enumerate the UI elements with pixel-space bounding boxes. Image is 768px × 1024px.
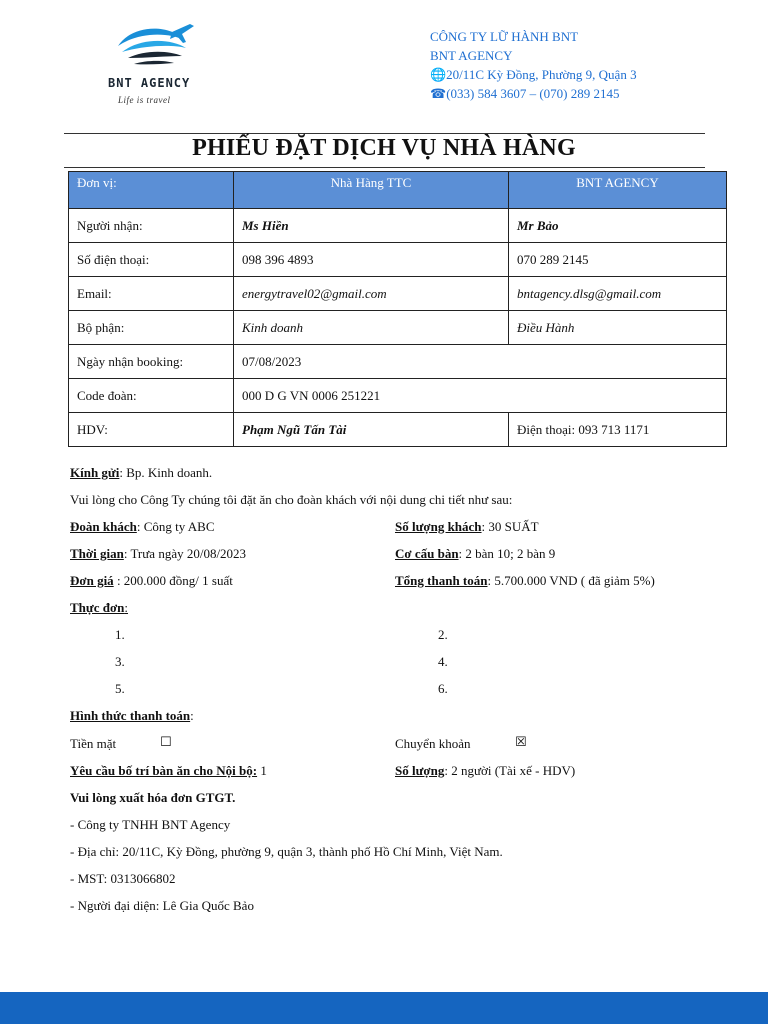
table-row: [69, 345, 727, 379]
thuc-don-colon: :: [124, 600, 129, 615]
booking-date: 07/08/2023: [234, 345, 727, 379]
menu-item-number: 5.: [115, 681, 125, 696]
table-row: [69, 379, 727, 413]
table-header-row: [69, 172, 727, 209]
title-divider-top: [64, 133, 705, 134]
guide-name: Phạm Ngũ Tấn Tài: [234, 413, 509, 447]
company-phone: ☎(033) 584 3607 – (070) 289 2145: [430, 86, 620, 101]
row-label: Code đoàn:: [69, 379, 234, 413]
invoice-line: - Công ty TNHH BNT Agency: [70, 817, 231, 832]
so-luong-khach-value: : 30 SUẤT: [481, 519, 539, 534]
tong-thanh-toan-label: Tổng thanh toán: [395, 573, 488, 588]
company-name: CÔNG TY LỮ HÀNH BNT: [430, 29, 579, 44]
page-title: PHIẾU ĐẶT DỊCH VỤ NHÀ HÀNG: [192, 135, 576, 161]
kinh-gui-value: : Bp. Kinh doanh.: [119, 465, 213, 480]
table-row: [69, 277, 727, 311]
intro-text: Vui lòng cho Công Ty chúng tôi đặt ăn cho đoàn khách với nội dung chi tiết như sau:: [70, 492, 513, 507]
total-payment-line: [395, 573, 655, 589]
table-row: [69, 311, 727, 345]
booking-info-table: [68, 171, 727, 447]
menu-heading: [70, 600, 128, 616]
agency-phone: 070 289 2145: [509, 243, 727, 277]
logo-slogan: Life is travel: [118, 95, 171, 105]
don-gia-value: : 200.000 đồng/ 1 suất: [113, 573, 233, 588]
don-gia-label: Đơn giá: [70, 573, 114, 588]
agency-department: Điều Hành: [509, 311, 727, 345]
thuc-don-label: Thực đơn: [70, 600, 125, 615]
logo-name: BNT AGENCY: [108, 76, 191, 90]
company-info: [430, 27, 637, 103]
agency-email: bntagency.dlsg@gmail.com: [509, 277, 727, 311]
thoi-gian-value: : Trưa ngày 20/08/2023: [123, 546, 247, 561]
yeu-cau-label: Yêu cầu bố trí bàn ăn cho Nội bộ:: [70, 763, 258, 778]
hinh-thuc-label: Hình thức thanh toán: [70, 708, 191, 723]
doan-khach-label: Đoàn khách: [70, 519, 137, 534]
invoice-title: Vui lòng xuất hóa đơn GTGT.: [70, 790, 236, 805]
kinh-gui-label: Kính gửi: [70, 465, 120, 480]
internal-count-line: [395, 763, 575, 779]
unit-price-line: [70, 573, 233, 589]
row-label: Email:: [69, 277, 234, 311]
table-row: [69, 243, 727, 277]
cash-option-label: Tiền mặt: [70, 736, 117, 751]
row-label: Ngày nhận booking:: [69, 345, 234, 379]
restaurant-department: Kinh doanh: [234, 311, 509, 345]
menu-item-number: 6.: [438, 681, 448, 696]
menu-item-number: 2.: [438, 627, 448, 642]
company-brand: BNT AGENCY: [430, 48, 513, 63]
internal-table-line: [70, 763, 267, 779]
company-address: 🌐20/11C Kỳ Đồng, Phường 9, Quận 3: [430, 67, 637, 82]
header-cell-agency: BNT AGENCY: [509, 172, 727, 209]
menu-item-number: 1.: [115, 627, 125, 642]
so-luong-value: : 2 người (Tài xế - HDV): [444, 763, 576, 778]
restaurant-recipient: Ms Hiền: [234, 209, 509, 243]
restaurant-email: energytravel02@gmail.com: [234, 277, 509, 311]
header-cell-restaurant: Nhà Hàng TTC: [234, 172, 509, 209]
tong-thanh-toan-value: : 5.700.000 VND ( đã giảm 5%): [487, 573, 655, 588]
time-line: [70, 546, 246, 562]
payment-method-heading: [70, 708, 194, 724]
so-luong-label: Số lượng: [395, 763, 445, 778]
table-row: [69, 209, 727, 243]
yeu-cau-value: 1: [257, 763, 267, 778]
invoice-line: - Người đại diện: Lê Gia Quốc Bảo: [70, 898, 254, 913]
recipient-line: [70, 465, 212, 481]
thoi-gian-label: Thời gian: [70, 546, 124, 561]
header-cell-unit: Đơn vị:: [69, 172, 234, 209]
table-row: [69, 413, 727, 447]
airplane-globe-logo-icon: [112, 18, 198, 74]
transfer-option-label: Chuyển khoản: [395, 736, 471, 751]
co-cau-ban-value: : 2 bàn 10; 2 bàn 9: [458, 546, 556, 561]
menu-item-number: 3.: [115, 654, 125, 669]
cash-checkbox[interactable]: ☐: [160, 735, 172, 750]
co-cau-ban-label: Cơ cấu bàn: [395, 546, 459, 561]
company-logo: [100, 18, 210, 113]
footer-bar: [0, 992, 768, 1024]
guest-count-line: [395, 519, 539, 535]
invoice-line: - Địa chỉ: 20/11C, Kỳ Đồng, phường 9, quận 3, thành phố Hồ Chí Minh, Việt Nam.: [70, 844, 503, 859]
so-luong-khach-label: Số lượng khách: [395, 519, 482, 534]
row-label: HDV:: [69, 413, 234, 447]
row-label: Bộ phận:: [69, 311, 234, 345]
doan-khach-value: : Công ty ABC: [136, 519, 215, 534]
transfer-checkbox[interactable]: ☒: [515, 735, 527, 750]
title-divider-bottom: [64, 167, 705, 168]
menu-item-number: 4.: [438, 654, 448, 669]
row-label: Số điện thoại:: [69, 243, 234, 277]
group-code: 000 D G VN 0006 251221: [234, 379, 727, 413]
group-line: [70, 519, 215, 535]
invoice-line: - MST: 0313066802: [70, 871, 176, 886]
restaurant-phone: 098 396 4893: [234, 243, 509, 277]
hinh-thuc-colon: :: [190, 708, 194, 723]
agency-recipient: Mr Bảo: [509, 209, 727, 243]
table-layout-line: [395, 546, 555, 562]
guide-phone: Điện thoại: 093 713 1171: [509, 413, 727, 447]
row-label: Người nhận:: [69, 209, 234, 243]
